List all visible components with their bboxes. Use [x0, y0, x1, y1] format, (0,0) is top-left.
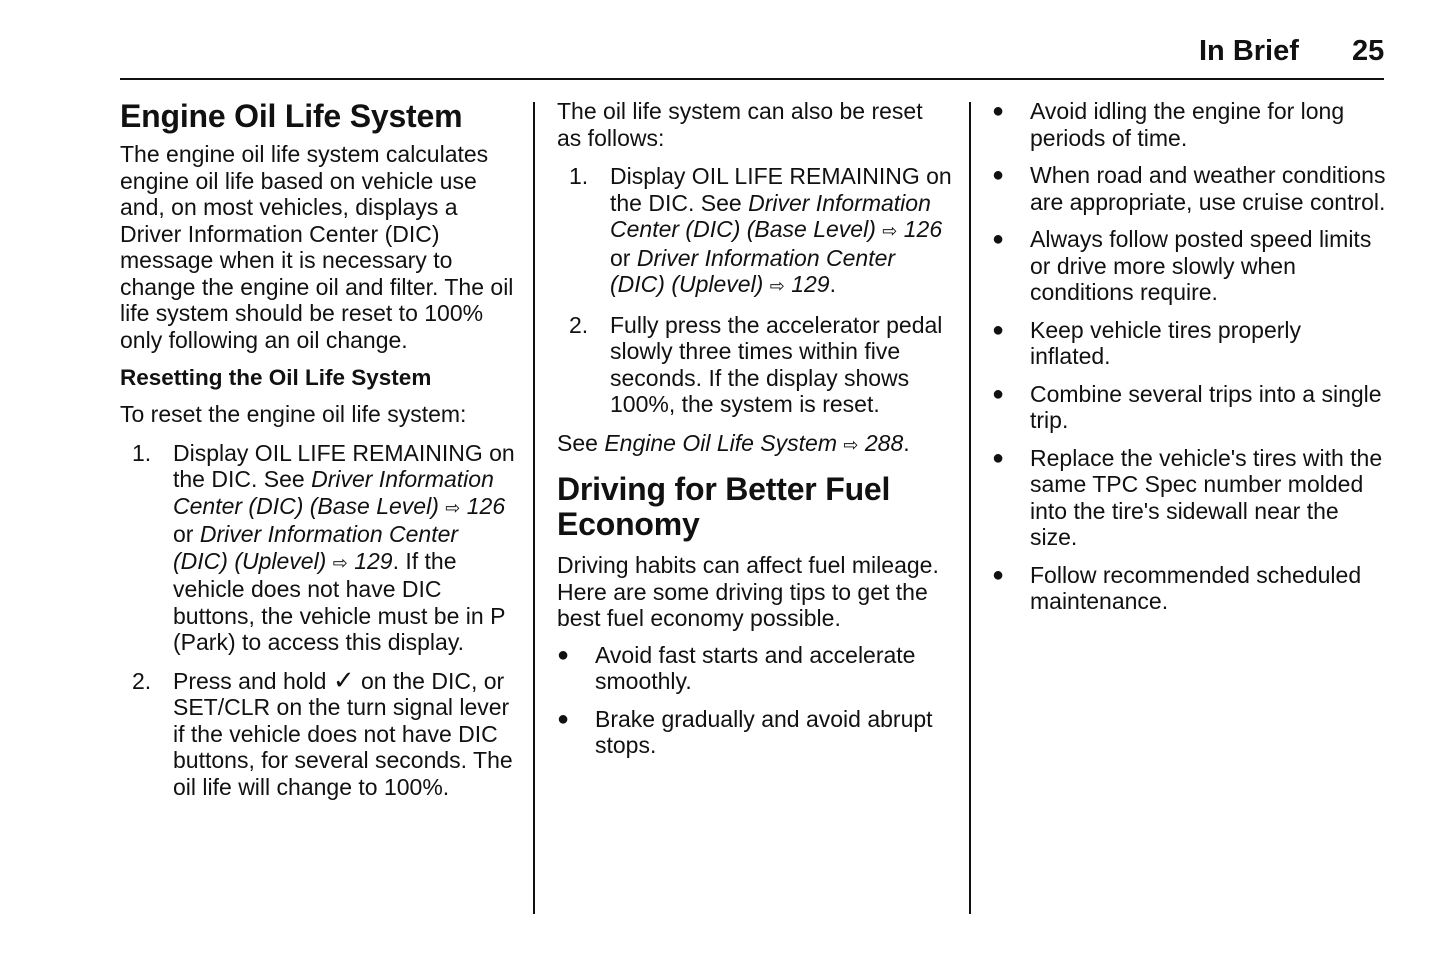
step-text: Press and hold [173, 667, 333, 694]
column-divider [969, 102, 971, 914]
header-rule [120, 78, 1384, 80]
bullet-icon: ● [992, 446, 1005, 469]
page-ref-arrow-icon: ⇨ [445, 497, 461, 518]
step-text: Fully press the accelerator pedal slowly three times within five seconds. If the display shows 100%, the system is reset. [610, 311, 943, 417]
tip-text: When road and weather conditions are appropriate, use cruise control. [1030, 162, 1386, 215]
see-prefix: See [557, 429, 605, 456]
list-item [557, 163, 952, 300]
step-text: on the DIC, or SET/CLR on the turn signal lever if the vehicle does not have DIC buttons, for several seconds. The oil life will change to 100%. [173, 667, 513, 800]
tip-text: Avoid fast starts and accelerate smoothly. [595, 641, 916, 694]
reset-steps [120, 440, 515, 801]
subheading-resetting: Resetting the Oil Life System [120, 365, 432, 390]
tip-text: Combine several trips into a single trip. [1030, 380, 1382, 433]
step-text: Display OIL LIFE REMAINING on the DIC. See [610, 163, 952, 216]
page-number: 25 [1352, 35, 1385, 67]
bullet-icon: ● [992, 164, 1005, 186]
step-text: . [829, 271, 836, 297]
list-item [120, 664, 515, 801]
list-item [992, 98, 1387, 151]
see-also [557, 430, 952, 459]
step-text: or [610, 244, 637, 271]
column-divider [533, 102, 535, 914]
fuel-tips-list [557, 642, 952, 759]
step-number: 2. [569, 311, 589, 338]
list-item [992, 226, 1387, 306]
page-ref-arrow-icon: ⇨ [882, 221, 898, 241]
list-item [992, 562, 1387, 615]
page-reference[interactable]: 288 [864, 429, 904, 456]
page-reference[interactable]: 126 [903, 216, 943, 242]
step-number: 1. [132, 439, 152, 466]
bullet-icon: ● [557, 707, 570, 730]
list-item [992, 381, 1387, 434]
see-end: . [903, 429, 910, 456]
column-middle [557, 98, 952, 770]
checkmark-icon: ✓ [332, 664, 355, 695]
section-title-oil-life: Engine Oil Life System [120, 98, 463, 134]
tip-text: Avoid idling the engine for long periods of time. [1030, 98, 1345, 151]
bullet-icon: ● [992, 382, 1005, 405]
reset-alt-steps [557, 163, 952, 418]
reset-lead: To reset the engine oil life system: [120, 401, 467, 427]
step-text: Display OIL LIFE REMAINING on the DIC. See [173, 439, 515, 492]
cross-reference-link[interactable]: Driver Information Center (DIC) (Base Level) [610, 189, 931, 242]
tip-text: Replace the vehicle's tires with the same TPC Spec number molded into the tire's sidewall near the size. [1030, 444, 1383, 550]
tip-text: Keep vehicle tires properly inflated. [1030, 316, 1302, 369]
bullet-icon: ● [992, 318, 1005, 341]
page-reference[interactable]: 126 [466, 492, 506, 519]
page-ref-arrow-icon: ⇨ [769, 276, 785, 296]
cross-reference-link[interactable]: Driver Information Center (DIC) (Uplevel) [610, 244, 896, 297]
cross-reference-link[interactable]: Engine Oil Life System [604, 429, 837, 456]
tip-text: Follow recommended scheduled maintenance. [1030, 561, 1362, 614]
list-item [992, 317, 1387, 370]
bullet-icon: ● [992, 228, 1005, 250]
section-title-fuel-economy: Driving for Better Fuel Economy [557, 471, 891, 542]
step-text: . If the vehicle does not have DIC buttons, the vehicle must be in P (Park) to access this display. [173, 547, 505, 655]
list-item [557, 312, 952, 418]
page-ref-arrow-icon: ⇨ [843, 434, 859, 455]
step-number: 1. [569, 163, 589, 189]
oil-life-intro: The engine oil life system calculates engine oil life based on vehicle use and, on most vehicles, displays a Driver Information Center (DIC) message when it is necessary to change the engine oil and filter. The oil life system should be reset to 100% only following an oil change. [120, 141, 514, 353]
cross-reference-link[interactable]: Driver Information Center (DIC) (Base Level) [173, 466, 494, 519]
cross-reference-link[interactable]: Driver Information Center (DIC) (Uplevel) [173, 521, 459, 574]
bullet-icon: ● [992, 563, 1005, 586]
list-item [557, 706, 952, 759]
tip-text: Always follow posted speed limits or drive more slowly when conditions require. [1030, 226, 1372, 305]
step-number: 2. [132, 667, 152, 694]
step-text: or [173, 521, 200, 547]
tip-text: Brake gradually and avoid abrupt stops. [595, 705, 933, 758]
column-right [992, 98, 1387, 626]
column-left [120, 98, 515, 812]
fuel-economy-intro: Driving habits can affect fuel mileage. Here are some driving tips to get the best fuel economy possible. [557, 552, 939, 631]
header-section-title: In Brief [1199, 35, 1299, 67]
list-item [992, 445, 1387, 551]
list-item [992, 162, 1387, 215]
list-item [557, 642, 952, 695]
page-reference[interactable]: 129 [354, 547, 393, 574]
list-item [120, 440, 515, 656]
page-reference[interactable]: 129 [791, 271, 830, 297]
reset-alt-intro: The oil life system can also be reset as follows: [557, 98, 923, 151]
bullet-icon: ● [557, 643, 570, 666]
fuel-tips-list-continued [992, 98, 1387, 615]
page-ref-arrow-icon: ⇨ [332, 552, 348, 573]
bullet-icon: ● [992, 100, 1005, 122]
